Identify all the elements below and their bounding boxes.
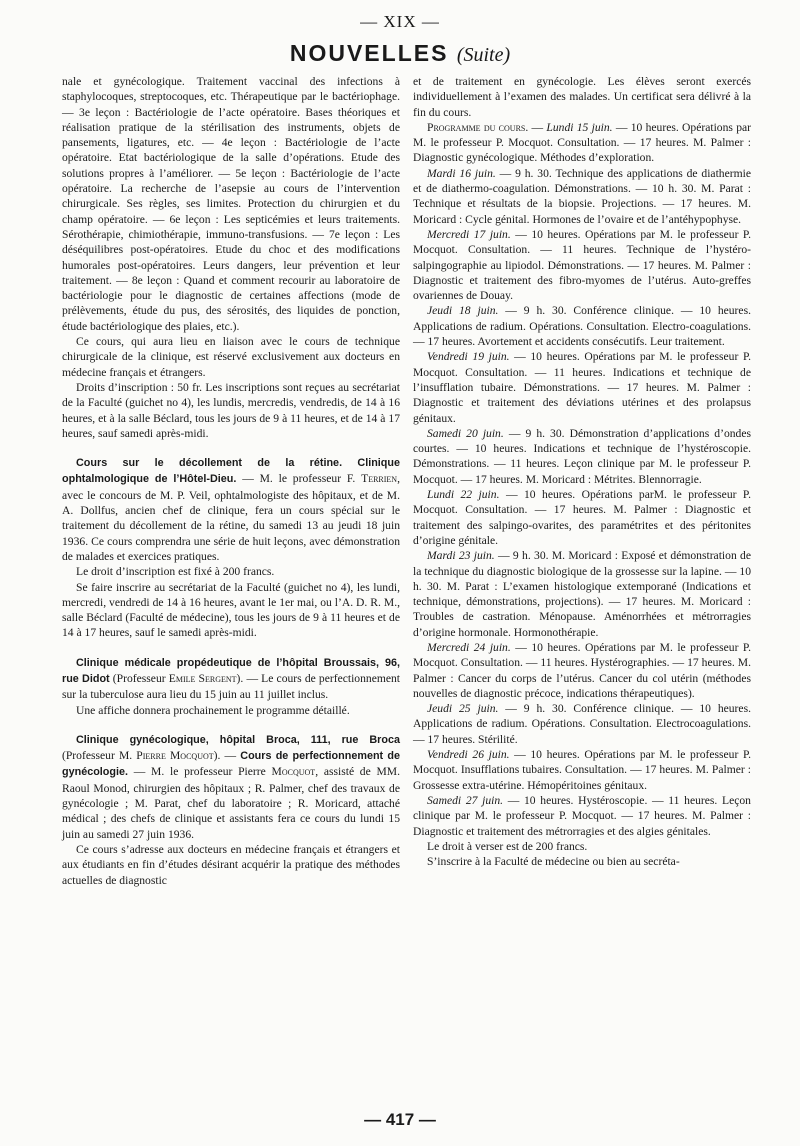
paragraph: et de traitement en gynécologie. Les élèves seront exercés individuellement à l’examen des malades. Un certificat sera délivré à la fin du cours.: [413, 75, 751, 119]
item-text: (Professeur: [112, 671, 166, 685]
paragraph: Une affiche donnera prochainement le programme détaillé.: [76, 703, 350, 717]
schedule-day: [413, 227, 751, 303]
schedule-day: [413, 793, 751, 839]
item-text: ). — Le cours de perfectionnement sur la tuberculose aura lieu du 15 juin au 11 juillet inclus.: [62, 671, 401, 702]
schedule-date: Samedi 27 juin.: [427, 793, 504, 807]
schedule-date: Lundi 22 juin.: [427, 488, 500, 502]
schedule-date: Mercredi 17 juin.: [427, 227, 511, 241]
paragraph: Ce cours, qui aura lieu en liaison avec le cours de technique chirurgicale de la clinique, est réservé exclusivement aux docteurs en médecine français et étrangers.: [62, 335, 400, 379]
schedule-day: [413, 640, 751, 701]
schedule-day: [413, 487, 751, 548]
page-number: — 417 —: [364, 1110, 436, 1129]
schedule-date: Vendredi 26 juin.: [427, 748, 510, 762]
person-name: Pierre Mocquot: [136, 749, 214, 763]
paragraph: S’inscrire à la Faculté de médecine ou bien au secréta-: [427, 855, 680, 869]
schedule-date: Mercredi 24 juin.: [427, 640, 511, 654]
news-item-broussais: [62, 655, 400, 703]
left-column: [62, 74, 400, 888]
schedule-date: Jeudi 18 juin.: [427, 304, 499, 318]
item-text: ). —: [213, 749, 237, 763]
schedule-text: — 10 heures. Opérations par M. le professeur P. Mocquot. Consultation. — 11 heures. Technique de l’hystéro-salpingographie au lipiodol. Démonstrations. — 17 heures. M. Palmer : Diagnostic et traitement des fibro-myomes de l’utérus. Auto-greffes ovariennes de Douay.: [413, 227, 751, 303]
paragraph: Ce cours s’adresse aux docteurs en médecine français et étrangers et aux étudiants en fin d’études désirant acquérir la pratique des méthodes actuelles de diagnostic: [62, 842, 400, 887]
item-text: , assisté de MM. Raoul Monod, chirurgien des hôpitaux ; R. Palmer, chef des travaux de gynécologie ; M. Parat, chef du laboratoire ; R. Moricard, attaché médical ; des chefs de clinique et assistants fera ce cours du lundi 15 juin au samedi 27 juin 1936.: [62, 765, 400, 841]
schedule-date: Mardi 23 juin.: [427, 549, 495, 563]
schedule-text: — 9 h. 30. Démonstration d’applications d’ondes courtes. — 10 heures. Indications et technique de l’hystéroscopie. Démonstrations. — 11 heures. Leçon clinique par M. le professeur P. Mocquot. — 17 heures. M. Moricard : Métrites. Blennorragie.: [413, 426, 751, 486]
schedule-text: — 10 heures. Opérations parM. le professeur P. Mocquot. Consultation. — 17 heures. M. Palmer : Diagnostic et traitement des salpingo-ovarites, des paramétrites et des péritonites d’origine génitale.: [413, 488, 751, 547]
schedule-day: [413, 303, 751, 349]
news-item-broca: [62, 732, 400, 842]
schedule-date: Mardi 16 juin.: [427, 166, 496, 180]
paragraph: Se faire inscrire au secrétariat de la Faculté (guichet no 4), les lundi, mercredi, vendredi de 14 à 16 heures, avant le 1er mai, ou l’A. D. R. M., salle Béclard (Faculté de médecine), tous les jours de 9 à 11 heures et de 14 à 17 heures, sauf le samedi après-midi.: [62, 580, 400, 640]
schedule-text: — 9 h. 30. Technique des applications de diathermie et de diathermo-coagulation. Démonstrations. — 10 h. 30. M. Parat : Technique et résultats de la biopsie. Projections. — 17 heures. M. Moricard : Cycle génital. Hormones de l’ovaire et de l’antéhypophyse.: [413, 166, 751, 226]
schedule-text: — 10 heures. Opérations par M. le professeur P. Mocquot. Consultation. — 11 heures. Hystérographies. — 17 heures. M. Palmer : Cancer du corps de l’utérus. Cancer du col utérin (méthodes nouvelles de diagnostic précoce, indications thérapeutiques).: [413, 640, 751, 700]
item-text: (Professeur M.: [62, 749, 133, 763]
item-heading: Clinique médicale propédeutique de l’hôpital Broussais, 96, rue Didot: [62, 656, 400, 685]
paragraph: Le droit d’inscription est fixé à 200 francs.: [76, 565, 275, 579]
schedule-text: — 9 h. 30. Conférence clinique. — 10 heures. Applications de radium. Opérations. Consultation. Electro-coagulations. — 17 heures. Avortement et accidents consécutifs. Leur traitement.: [413, 304, 751, 349]
title-suite: (Suite): [456, 44, 511, 66]
schedule-text: — 10 heures. Opérations par M. le professeur P. Mocquot. Consultation. — 11 heures. Indications et technique de l’insufflation tubaire. Démonstrations. — 17 heures. M. Palmer : Diagnostic et traitement des déviations utérines et des prolapsus génitaux.: [413, 350, 752, 425]
item-heading: Clinique gynécologique, hôpital Broca, 111, rue Broca: [76, 733, 400, 746]
schedule-date: Jeudi 25 juin.: [427, 702, 499, 716]
paragraph: nale et gynécologique. Traitement vaccinal des infections à staphylocoques, streptocoques, etc. Thérapeutique par le bactériophage. — 3e leçon : Bactériologie de l’acte opératoire. Bases théoriques et réalisation pratique de la stérilisation des instruments, objets de pansements, ligatures, etc. — 4e leçon : Bactériologie de l’acte opératoire. Etat bactériologique de la salle d’opérations. Etude des solutions propres à l’améliorer. — 5e leçon : Bactériologie de l’acte opératoire. La recherche de l’asepsie au cours de l’intervention chirurgicale. Ses règles, ses limites. Protection du chirurgien et du champ opératoire. — 6e leçon : Les septicémies et leurs traitements. Sérothérapie, chimiothérapie, immuno-transfusions. — 7e leçon : Les déséquilibres post-opératoires. Etude du choc et des modifications humorales post-opératoires. Leurs dangers, leur prévention et leur traitement. — 8e leçon : Quand et comment recourir au laboratoire de bactériologie pour le diagnostic de certaines affections (mode de prélèvements, étude du pus, des sérosités, des liquides de ponction, étude bactériologique des plaies, etc.).: [62, 75, 400, 333]
schedule-day: [413, 548, 751, 640]
schedule-day: [413, 166, 751, 227]
item-text: , avec le concours de M. P. Veil, ophtalmologiste des hôpitaux, et de M. A. Dollfus, ancien chef de clinique, fera un cours spécial sur le traitement du décollement de la rétine, du samedi 13 au jeudi 18 juin 1936. Ce cours comprendra une série de huit leçons, avec démonstration de malades et exercices pratiques.: [62, 472, 400, 563]
page-title: [0, 40, 800, 67]
schedule-day: [413, 349, 751, 425]
schedule-day: [413, 426, 751, 487]
schedule-text: — 9 h. 30. M. Moricard : Exposé et démonstration de la technique du diagnostic biologique de la grossesse sur la lapine. — 10 h. 30. M. Parat : L’examen histologique extemporané (Indications et technique, démonstrations, projections). — 17 heures. M. Moricard : Troubles de castration. Ménopause. Aménorrhées et métrorragies d’origine hormonale. Hormonothérapie.: [413, 549, 751, 639]
schedule-text: — 10 heures. Hystéroscopie. — 11 heures. Leçon clinique par M. le professeur P. Mocquot. — 17 heures. M. Palmer : Diagnostic et traitement des métrorragies et des algies génitales.: [413, 793, 751, 838]
item-heading: Cours de perfectionnement de gynécologie.: [62, 750, 400, 779]
news-item-retine: [62, 455, 400, 564]
item-text: — M. le professeur Pierre: [133, 765, 266, 779]
person-name: Emile Sergent: [168, 671, 237, 685]
schedule-day: [413, 701, 751, 747]
paragraph: Le droit à verser est de 200 francs.: [427, 839, 588, 853]
person-name: Mocquot: [271, 765, 316, 779]
schedule-text: — 9 h. 30. Conférence clinique. — 10 heures. Applications de radium. Opérations. Consultation. Electrocoagulations. — 17 heures. Stérilité.: [413, 702, 751, 746]
schedule-date: Vendredi 19 juin.: [427, 350, 510, 364]
program-intro: Programme du cours. — Lundi 15 juin. — 10 heures. Opérations par M. le professeur P. Mocquot. Consultation. — 17 heures. M. Palmer : Diagnostic gynécologique. Méthodes d’exploration.: [413, 120, 751, 165]
schedule-date: Samedi 20 juin.: [427, 426, 504, 440]
item-heading: Cours sur le décollement de la rétine. Clinique ophtalmologique de l’Hôtel-Dieu.: [62, 457, 400, 486]
schedule-day: [413, 747, 751, 793]
schedule-date: Lundi 15 juin.: [546, 120, 613, 134]
schedule-text: — 10 heures. Opérations par M. le professeur P. Mocquot. Insufflations tubaires. Consultation. — 17 heures. M. Palmer : Grossesse extra-utérine. Hémopéritoines génitaux.: [413, 748, 752, 792]
schedule-text: — 10 heures. Opérations par M. le professeur P. Mocquot. Consultation. — 17 heures. M. Palmer : Diagnostic gynécologique. Méthodes d’exploration.: [413, 120, 751, 165]
item-text: — M. le professeur F.: [242, 472, 356, 486]
title-text: NOUVELLES: [289, 40, 449, 66]
paragraph: Droits d’inscription : 50 fr. Les inscriptions sont reçues au secrétariat de la Faculté (guichet no 4), les lundis, mercredis, vendredis, de 14 à 16 heures, et à la salle Béclard, tous les jours de 9 à 11 heures, et de 14 à 17 heures, sauf samedi après-midi.: [62, 380, 400, 440]
right-column: [413, 74, 751, 869]
program-label: Programme du cours.: [427, 120, 529, 134]
roman-page-number: — XIX —: [360, 12, 440, 31]
person-name: Terrien: [361, 472, 398, 486]
